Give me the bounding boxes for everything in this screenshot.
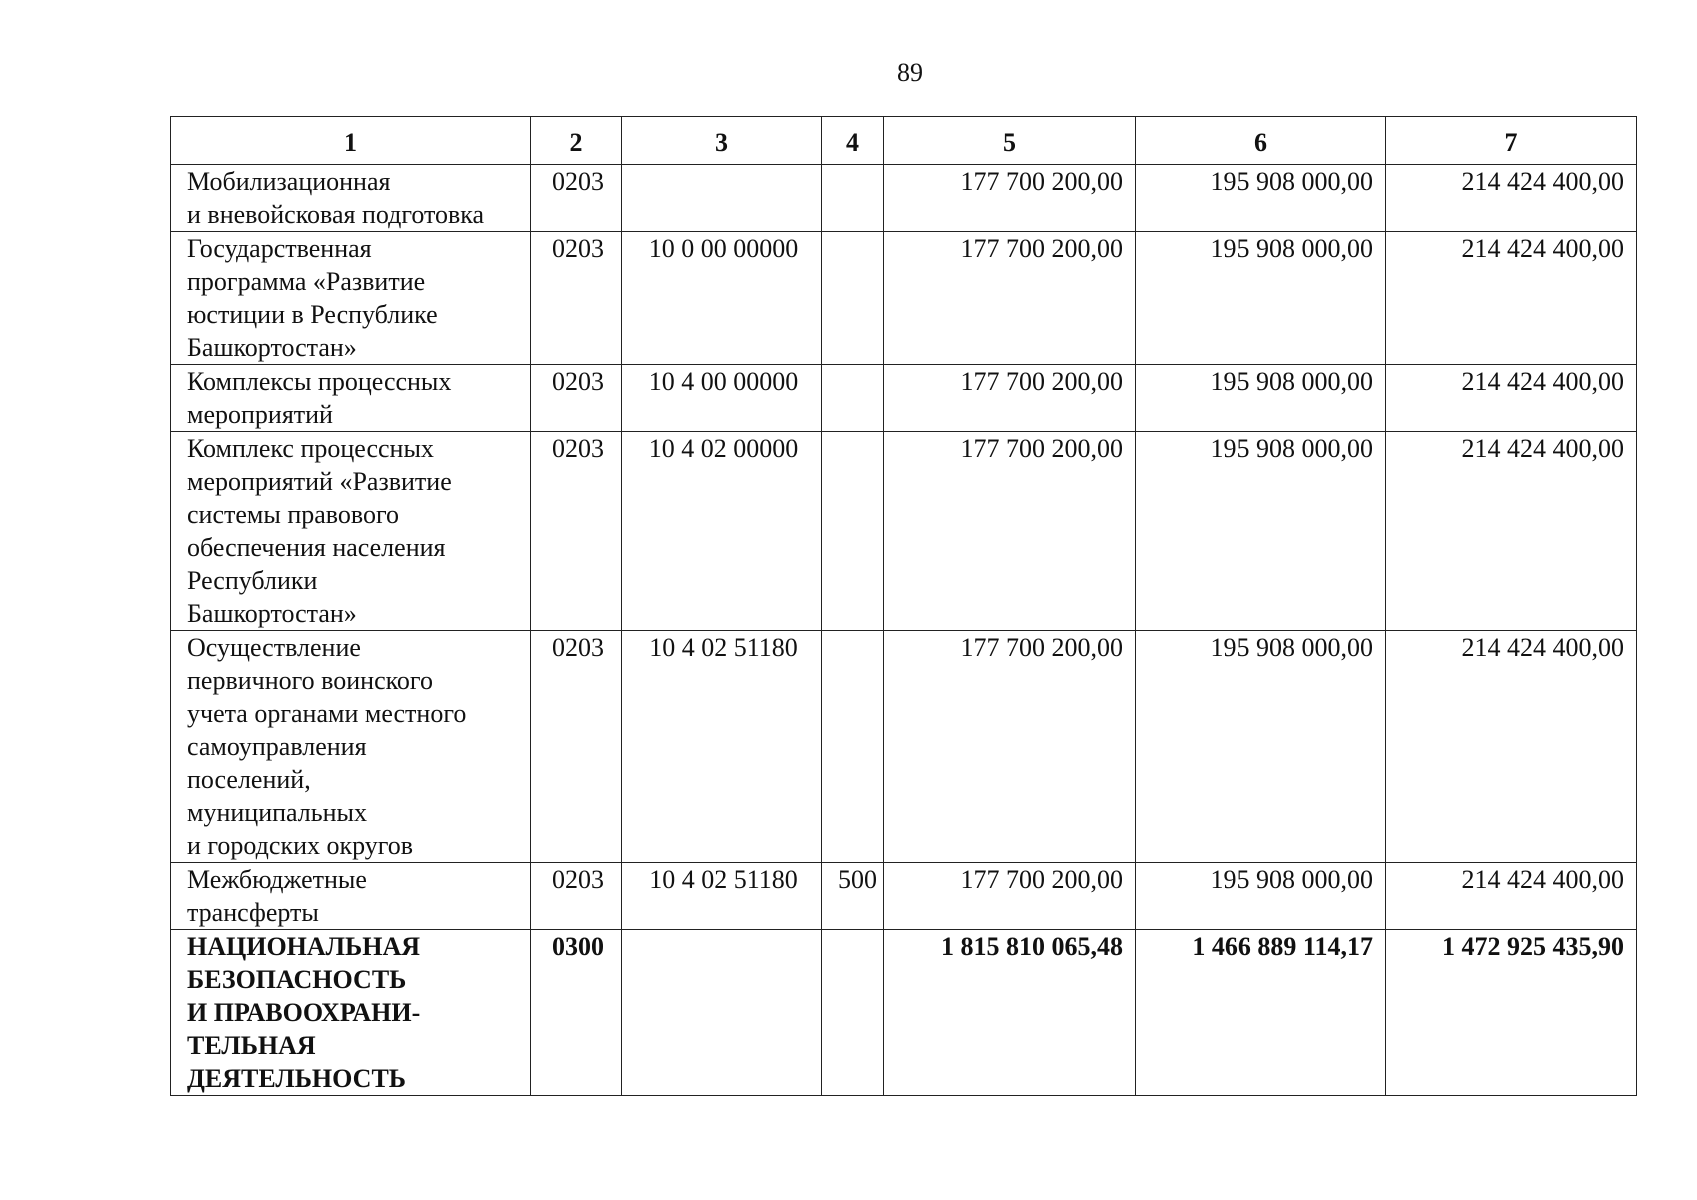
header-col-1: 1: [171, 117, 531, 165]
row-amount-col6-cell: 1 466 889 114,17: [1136, 930, 1386, 1096]
row-name-cell: Мобилизационная и вневойсковая подготовка: [171, 165, 531, 232]
row-amount-col5-cell: 177 700 200,00: [884, 232, 1136, 365]
row-amount-col5-cell: 1 815 810 065,48: [884, 930, 1136, 1096]
row-expense-type-cell: [822, 232, 884, 365]
row-expense-type-cell: 500: [822, 863, 884, 930]
table-row: [171, 365, 1637, 432]
row-expense-type-cell: [822, 930, 884, 1096]
row-section-code-cell: 0203: [531, 165, 622, 232]
row-name-cell: Комплекс процессных мероприятий «Развитие системы правового обеспечения населения Республики Башкортостан»: [171, 432, 531, 631]
header-col-6: 6: [1136, 117, 1386, 165]
row-amount-col5-cell: 177 700 200,00: [884, 365, 1136, 432]
row-target-article-cell: [622, 165, 822, 232]
header-col-3: 3: [622, 117, 822, 165]
row-amount-col7-cell: 214 424 400,00: [1386, 631, 1637, 863]
table-row: [171, 432, 1637, 631]
row-section-code-cell: 0203: [531, 365, 622, 432]
row-target-article-cell: 10 0 00 00000: [622, 232, 822, 365]
row-expense-type-cell: [822, 432, 884, 631]
row-name-cell: Комплексы процессных мероприятий: [171, 365, 531, 432]
row-name-cell: Государственная программа «Развитие юстиции в Республике Башкортостан»: [171, 232, 531, 365]
budget-table: [170, 116, 1637, 1096]
header-col-5: 5: [884, 117, 1136, 165]
row-target-article-cell: [622, 930, 822, 1096]
row-amount-col5-cell: 177 700 200,00: [884, 432, 1136, 631]
row-name-cell: НАЦИОНАЛЬНАЯ БЕЗОПАСНОСТЬ И ПРАВООХРАНИ- ТЕЛЬНАЯ ДЕЯТЕЛЬНОСТЬ: [171, 930, 531, 1096]
row-name-cell: Осуществление первичного воинского учета органами местного самоуправления поселений, муниципальных и городских округов: [171, 631, 531, 863]
table-row: [171, 863, 1637, 930]
header-col-2: 2: [531, 117, 622, 165]
row-target-article-cell: 10 4 00 00000: [622, 365, 822, 432]
row-target-article-cell: 10 4 02 00000: [622, 432, 822, 631]
row-amount-col6-cell: 195 908 000,00: [1136, 631, 1386, 863]
row-amount-col5-cell: 177 700 200,00: [884, 165, 1136, 232]
row-amount-col7-cell: 214 424 400,00: [1386, 365, 1637, 432]
row-amount-col5-cell: 177 700 200,00: [884, 863, 1136, 930]
row-expense-type-cell: [822, 165, 884, 232]
page-number: 89: [897, 58, 923, 87]
row-target-article-cell: 10 4 02 51180: [622, 863, 822, 930]
row-amount-col6-cell: 195 908 000,00: [1136, 365, 1386, 432]
table-header: [171, 117, 1637, 165]
row-name-cell: Межбюджетные трансферты: [171, 863, 531, 930]
row-section-code-cell: 0203: [531, 432, 622, 631]
table-row: [171, 930, 1637, 1096]
row-amount-col7-cell: 214 424 400,00: [1386, 863, 1637, 930]
table-row: [171, 165, 1637, 232]
table-body: [171, 165, 1637, 1096]
header-row: [171, 117, 1637, 165]
table-row: [171, 232, 1637, 365]
row-amount-col5-cell: 177 700 200,00: [884, 631, 1136, 863]
row-amount-col7-cell: 214 424 400,00: [1386, 432, 1637, 631]
header-col-4: 4: [822, 117, 884, 165]
row-amount-col7-cell: 1 472 925 435,90: [1386, 930, 1637, 1096]
row-amount-col7-cell: 214 424 400,00: [1386, 165, 1637, 232]
row-section-code-cell: 0203: [531, 863, 622, 930]
row-section-code-cell: 0203: [531, 631, 622, 863]
row-amount-col6-cell: 195 908 000,00: [1136, 432, 1386, 631]
row-amount-col6-cell: 195 908 000,00: [1136, 165, 1386, 232]
row-expense-type-cell: [822, 631, 884, 863]
row-section-code-cell: 0203: [531, 232, 622, 365]
row-amount-col6-cell: 195 908 000,00: [1136, 863, 1386, 930]
row-amount-col6-cell: 195 908 000,00: [1136, 232, 1386, 365]
row-section-code-cell: 0300: [531, 930, 622, 1096]
table-row: [171, 631, 1637, 863]
header-col-7: 7: [1386, 117, 1637, 165]
row-amount-col7-cell: 214 424 400,00: [1386, 232, 1637, 365]
row-target-article-cell: 10 4 02 51180: [622, 631, 822, 863]
row-expense-type-cell: [822, 365, 884, 432]
